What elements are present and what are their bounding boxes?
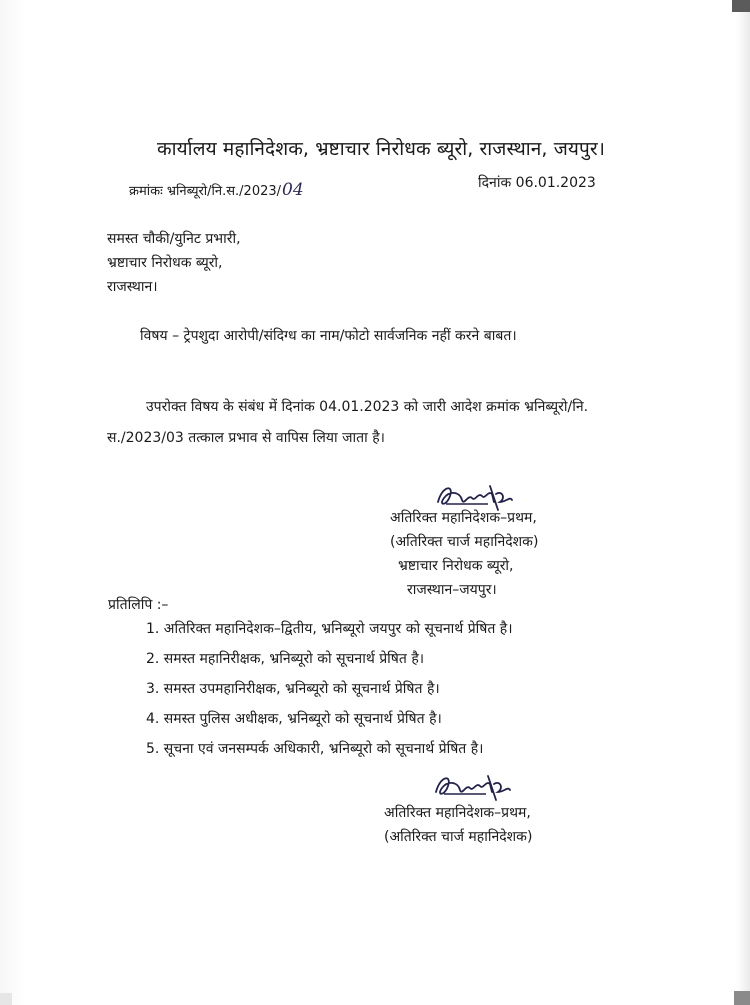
body-line-2: स./2023/03 तत्काल प्रभाव से वापिस लिया जाता है। (107, 430, 385, 446)
copy-item-3: 3. समस्त उपमहानिरीक्षक, भ्रनिब्यूरो को सूचनार्थ प्रेषित है। (146, 681, 440, 697)
scan-corner-top-right (732, 0, 750, 12)
signature-2 (430, 770, 516, 804)
copy-item-4: 4. समस्त पुलिस अधीक्षक, भ्रनिब्यूरो को सूचनार्थ प्रेषित है। (146, 711, 442, 727)
signatory2-designation: अतिरिक्त महानिदेशक–प्रथम, (384, 805, 531, 821)
scan-edge-right (736, 0, 750, 1005)
office-title: कार्यालय महानिदेशक, भ्रष्टाचार निरोधक ब्यूरो, राजस्थान, जयपुर। (157, 138, 606, 160)
signatory1-office: भ्रष्टाचार निरोधक ब्यूरो, (398, 558, 514, 574)
addressee-line-3: राजस्थान। (107, 279, 158, 295)
reference-number (129, 180, 304, 200)
subject-line: विषय – ट्रेपशुदा आरोपी/संदिग्ध का नाम/फोटो सार्वजनिक नहीं करने बाबत। (140, 328, 517, 344)
reference-prefix: क्रमांकः भ्रनिब्यूरो/नि.स./2023/ (129, 184, 282, 199)
signatory1-location: राजस्थान–जयपुर। (407, 582, 497, 598)
scan-corner-bottom-right (734, 991, 750, 1005)
signatory1-designation: अतिरिक्त महानिदेशक–प्रथम, (390, 510, 537, 526)
copy-label: प्रतिलिपि :– (108, 597, 169, 613)
addressee-line-2: भ्रष्टाचार निरोधक ब्यूरो, (107, 255, 223, 271)
signatory2-charge: (अतिरिक्त चार्ज महानिदेशक) (384, 829, 533, 845)
reference-handwritten-number: 04 (282, 180, 304, 200)
copy-item-5: 5. सूचना एवं जनसम्पर्क अधिकारी, भ्रनिब्यूरो को सूचनार्थ प्रेषित है। (146, 741, 484, 757)
scan-edge-left (0, 0, 26, 1005)
signatory1-charge: (अतिरिक्त चार्ज महानिदेशक) (390, 534, 539, 550)
letter-date: दिनांक 06.01.2023 (478, 175, 596, 191)
copy-item-1: 1. अतिरिक्त महानिदेशक–द्वितीय, भ्रनिब्यूरो जयपुर को सूचनार्थ प्रेषित है। (146, 621, 513, 637)
scan-corner-bottom-left (0, 993, 12, 1005)
addressee-line-1: समस्त चौकी/युनिट प्रभारी, (107, 231, 241, 247)
copy-item-2: 2. समस्त महानिरीक्षक, भ्रनिब्यूरो को सूचनार्थ प्रेषित है। (146, 651, 425, 667)
body-line-1: उपरोक्त विषय के संबंध में दिनांक 04.01.2023 को जारी आदेश क्रमांक भ्रनिब्यूरो/नि. (146, 399, 589, 415)
